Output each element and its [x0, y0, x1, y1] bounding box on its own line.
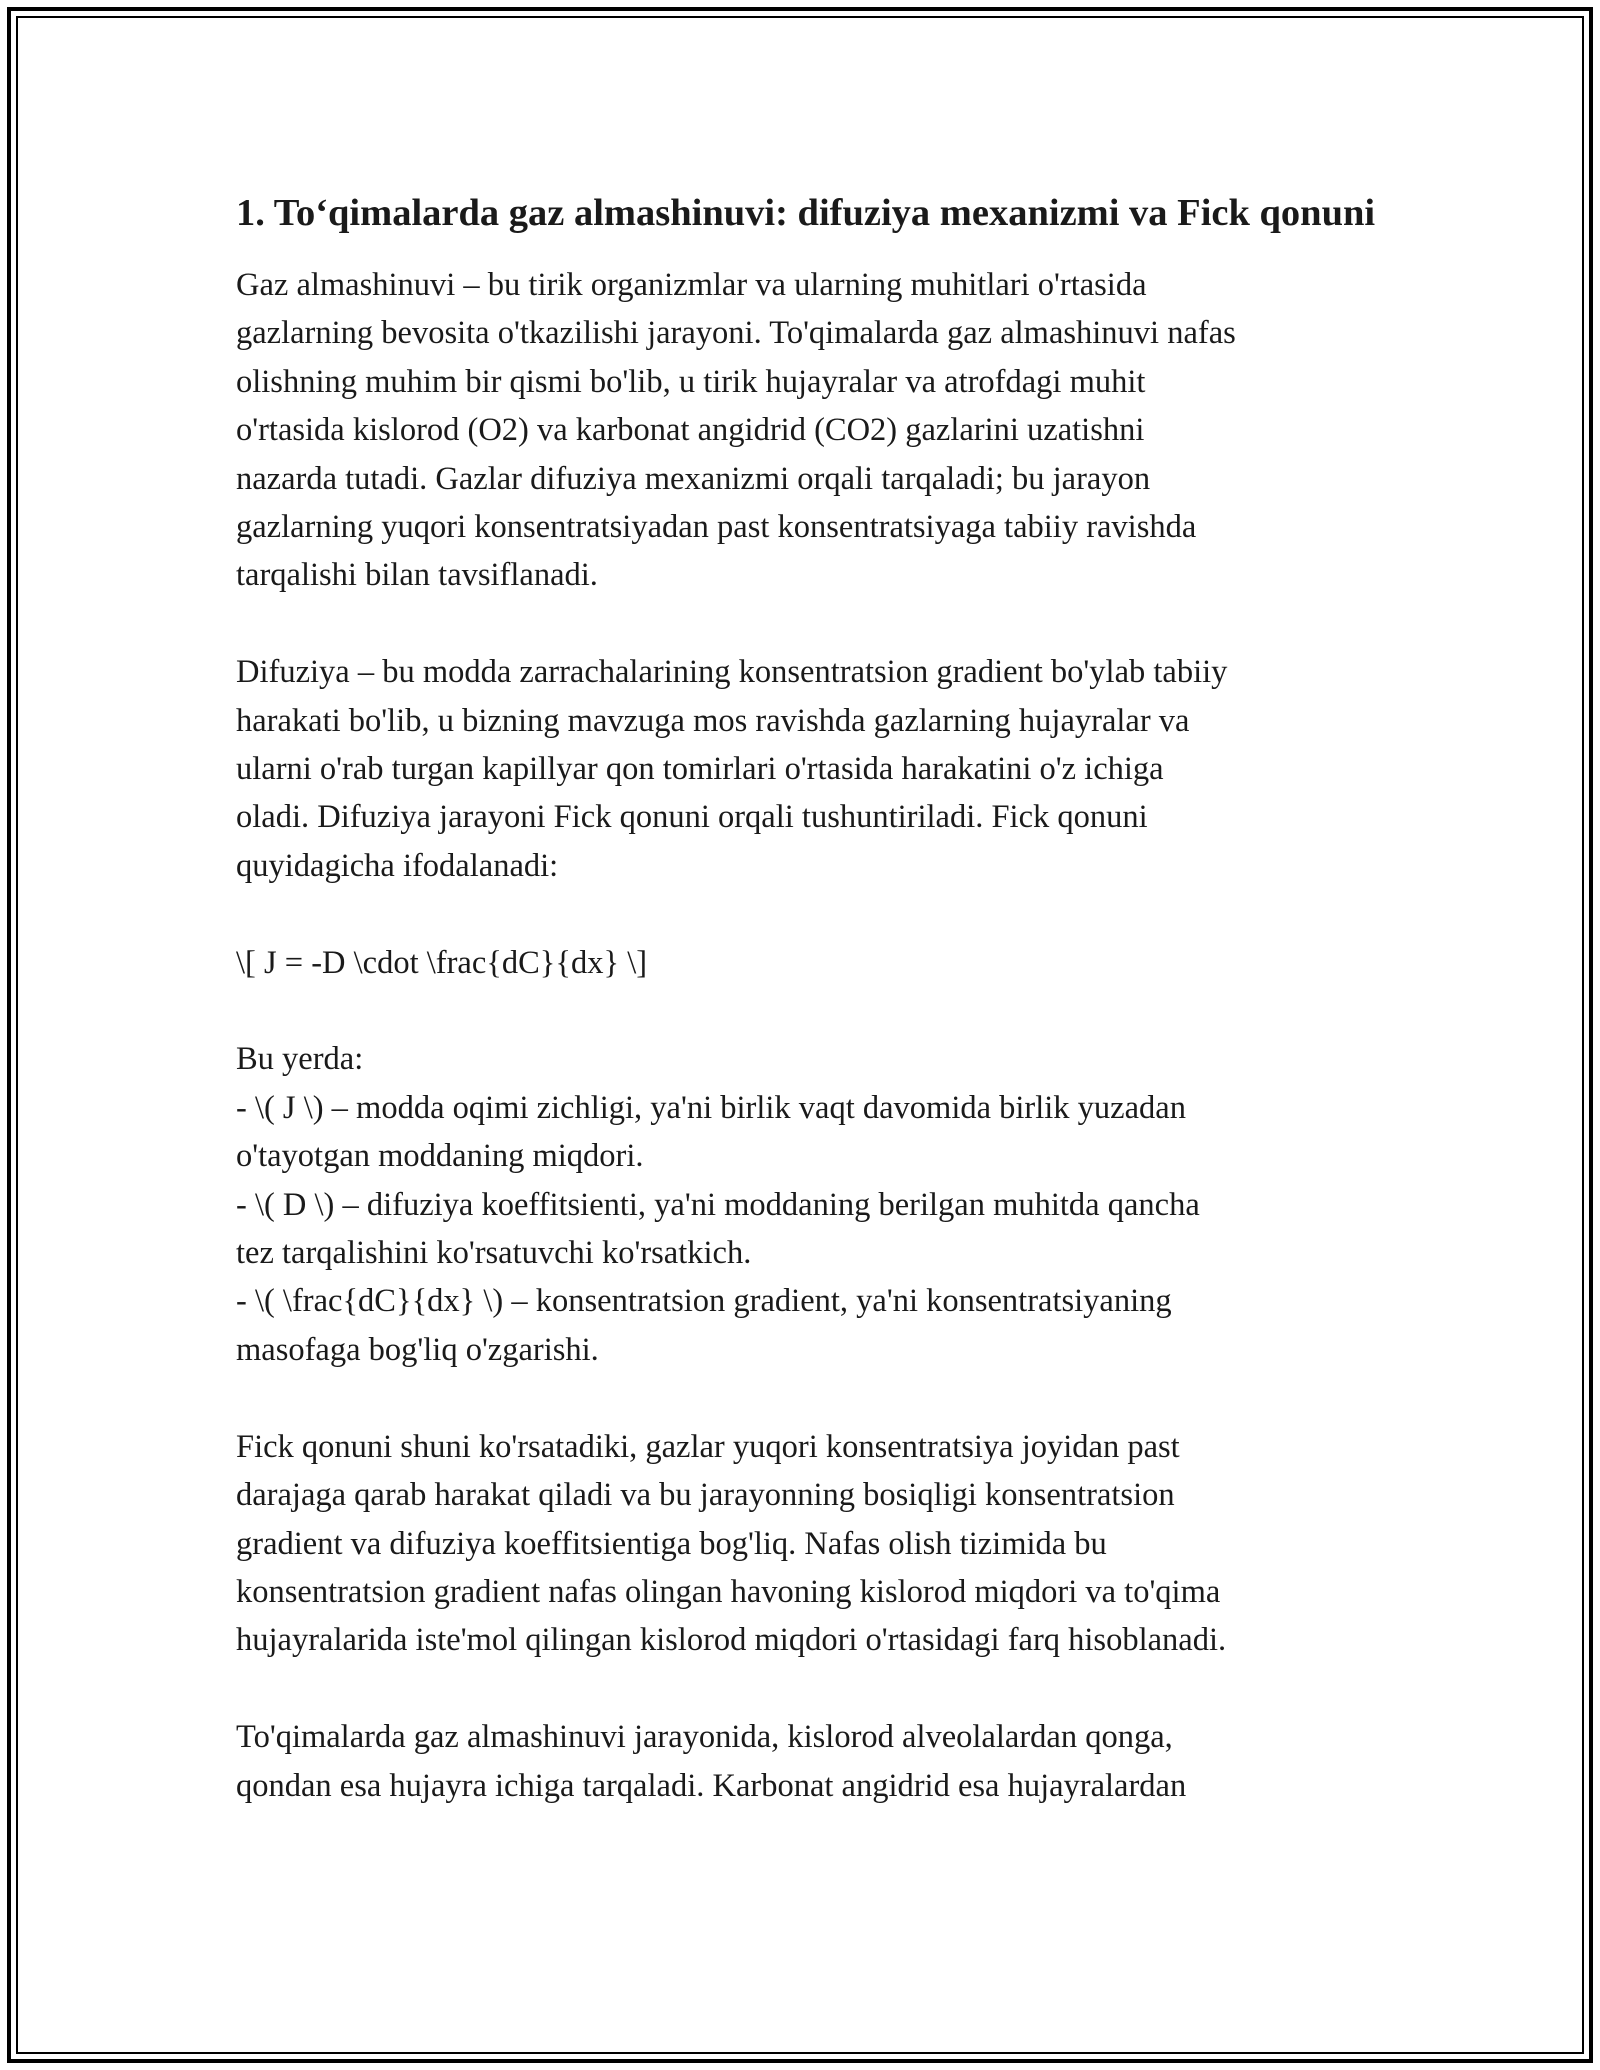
- text-line: qondan esa hujayra ichiga tarqaladi. Karbonat angidrid esa hujayralardan: [236, 1767, 1187, 1804]
- text-line: gradient va difuziya koeffitsientiga bog'liq. Nafas olish tizimida bu: [236, 1525, 1107, 1562]
- text-line: - \( D \) – difuziya koeffitsienti, ya'ni moddaning berilgan muhitda qancha: [236, 1186, 1200, 1223]
- text-line: Bu yerda:: [236, 1041, 364, 1078]
- text-line: konsentratsion gradient nafas olingan havoning kislorod miqdori va to'qima: [236, 1573, 1221, 1610]
- text-line: o'rtasida kislorod (O2) va karbonat angidrid (CO2) gazlarini uzatishni: [236, 412, 1145, 449]
- paragraph: [236, 1035, 1376, 1374]
- paragraph: [236, 261, 1376, 600]
- text-line: - \( \frac{dC}{dx} \) – konsentratsion gradient, ya'ni konsentratsiyaning: [236, 1283, 1172, 1320]
- text-line: olishning muhim bir qismi bo'lib, u tirik hujayralar va atrofdagi muhit: [236, 363, 1146, 400]
- text-line: Difuziya – bu modda zarrachalarining konsentratsion gradient bo'ylab tabiiy: [236, 654, 1228, 691]
- text-line: ularni o'rab turgan kapillyar qon tomirlari o'rtasida harakatini o'z ichiga: [236, 751, 1164, 788]
- document-body: [236, 186, 1376, 1858]
- text-line: gazlarning bevosita o'tkazilishi jarayoni. To'qimalarda gaz almashinuvi nafas: [236, 315, 1236, 352]
- text-line: \[ J = -D \cdot \frac{dC}{dx} \]: [236, 944, 648, 981]
- text-line: tarqalishi bilan tavsiflanadi.: [236, 557, 598, 594]
- text-line: tez tarqalishini ko'rsatuvchi ko'rsatkich.: [236, 1235, 752, 1272]
- text-line: masofaga bog'liq o'zgarishi.: [236, 1331, 599, 1368]
- paragraph: [236, 648, 1376, 890]
- text-line: darajaga qarab harakat qiladi va bu jarayonning bosiqligi konsentratsion: [236, 1477, 1175, 1514]
- text-line: oladi. Difuziya jarayoni Fick qonuni orqali tushuntiriladi. Fick qonuni: [236, 799, 1148, 836]
- text-line: - \( J \) – modda oqimi zichligi, ya'ni birlik vaqt davomida birlik yuzadan: [236, 1089, 1186, 1126]
- text-line: To'qimalarda gaz almashinuvi jarayonida, kislorod alveolalardan qonga,: [236, 1719, 1173, 1756]
- text-line: quyidagicha ifodalanadi:: [236, 847, 559, 884]
- paragraph: [236, 1423, 1376, 1665]
- text-line: Fick qonuni shuni ko'rsatadiki, gazlar yuqori konsentratsiya joyidan past: [236, 1428, 1180, 1465]
- text-line: Gaz almashinuvi – bu tirik organizmlar va ularning muhitlari o'rtasida: [236, 267, 1147, 303]
- text-line: nazarda tutadi. Gazlar difuziya mexanizmi orqali tarqaladi; bu jarayon: [236, 460, 1151, 497]
- section-heading: 1. To‘qimalarda gaz almashinuvi: difuziya mexanizmi va Fick qonuni: [236, 192, 1376, 234]
- text-line: o'tayotgan moddaning miqdori.: [236, 1138, 644, 1175]
- paragraph-list: [236, 261, 1376, 1810]
- paragraph: [236, 939, 1376, 987]
- text-line: harakati bo'lib, u bizning mavzuga mos ravishda gazlarning hujayralar va: [236, 702, 1190, 739]
- paragraph: [236, 1713, 1376, 1810]
- text-line: hujayralarida iste'mol qilingan kislorod miqdori o'rtasidagi farq hisoblanadi.: [236, 1622, 1227, 1659]
- text-line: gazlarning yuqori konsentratsiyadan past konsentratsiyaga tabiiy ravishda: [236, 509, 1197, 546]
